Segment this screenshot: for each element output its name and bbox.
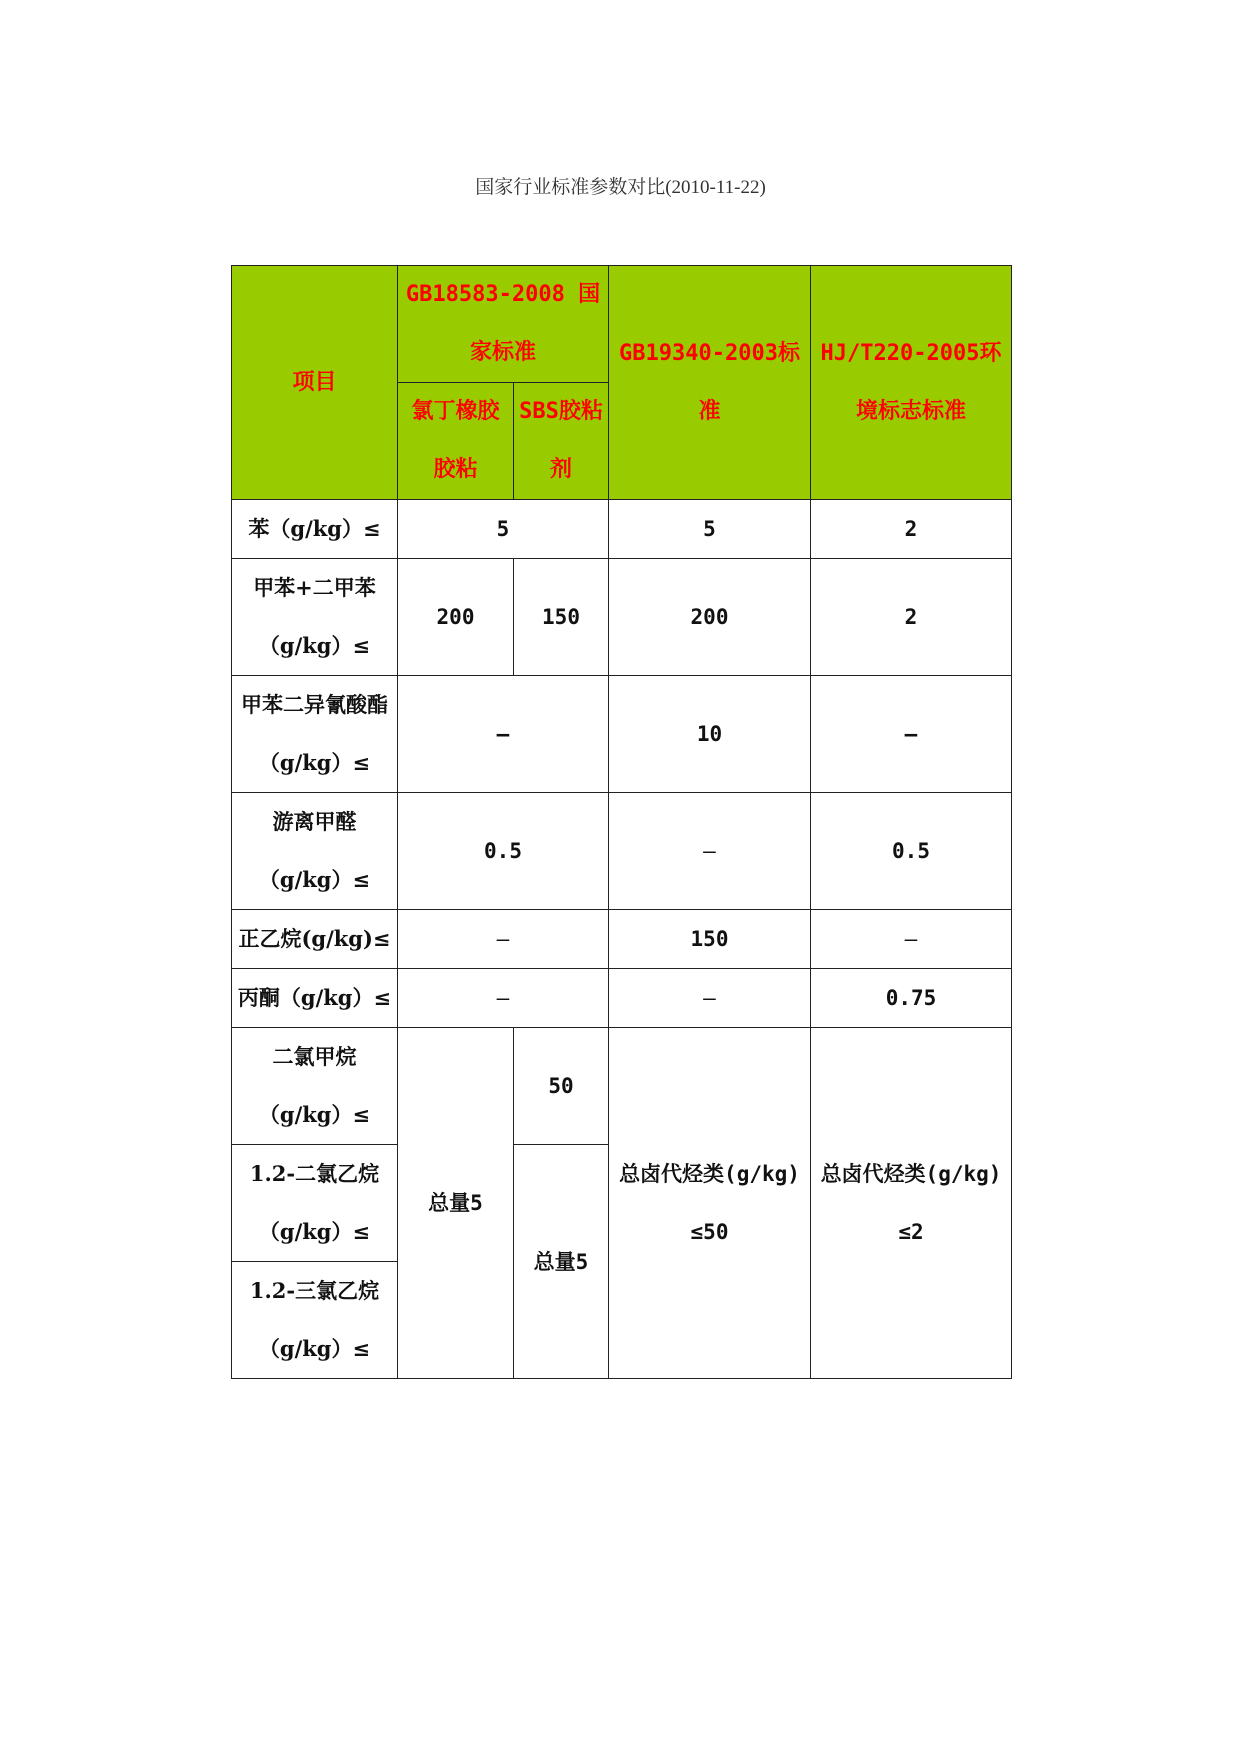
row-label-hexane: 正乙烷(g/kg)≤ xyxy=(232,910,398,969)
header-item: 项目 xyxy=(232,266,398,500)
cell-hexane-gb18583: — xyxy=(398,910,609,969)
standards-table xyxy=(231,265,1012,1379)
row-label-tce: 1.2-三氯乙烷（g/kg）≤ xyxy=(232,1262,398,1379)
table-row xyxy=(232,500,1012,559)
cell-toluene-gb19340: 200 xyxy=(609,559,811,676)
header-gb18583-sub2: SBS胶粘剂 xyxy=(514,383,609,500)
row-label-toluene: 甲苯+二甲苯（g/kg）≤ xyxy=(232,559,398,676)
cell-acetone-hjt220: 0.75 xyxy=(811,969,1012,1028)
cell-benzene-hjt220: 2 xyxy=(811,500,1012,559)
cell-tdi-hjt220: — xyxy=(811,676,1012,793)
header-gb18583-sub1: 氯丁橡胶胶粘 xyxy=(398,383,514,500)
cell-tdi-gb19340: 10 xyxy=(609,676,811,793)
cell-formaldehyde-hjt220: 0.5 xyxy=(811,793,1012,910)
row-label-tdi: 甲苯二异氰酸酯（g/kg）≤ xyxy=(232,676,398,793)
cell-formaldehyde-gb19340: — xyxy=(609,793,811,910)
row-label-acetone: 丙酮（g/kg）≤ xyxy=(232,969,398,1028)
row-label-benzene: 苯（g/kg）≤ xyxy=(232,500,398,559)
cell-acetone-gb19340: — xyxy=(609,969,811,1028)
cell-halo-gb19340: 总卤代烃类(g/kg) ≤50 xyxy=(609,1028,811,1379)
cell-benzene-gb19340: 5 xyxy=(609,500,811,559)
row-label-dce: 1.2-二氯乙烷（g/kg）≤ xyxy=(232,1145,398,1262)
row-label-dcm: 二氯甲烷（g/kg）≤ xyxy=(232,1028,398,1145)
table-row xyxy=(232,969,1012,1028)
table-row xyxy=(232,559,1012,676)
table-row xyxy=(232,793,1012,910)
table-row xyxy=(232,1028,1012,1145)
header-row xyxy=(232,266,1012,383)
cell-halo-gb18583-a: 总量5 xyxy=(398,1028,514,1379)
header-gb19340: GB19340-2003标准 xyxy=(609,266,811,500)
cell-dcm-gb18583-b: 50 xyxy=(514,1028,609,1145)
cell-halo-hjt220: 总卤代烃类(g/kg) ≤2 xyxy=(811,1028,1012,1379)
cell-toluene-hjt220: 2 xyxy=(811,559,1012,676)
cell-halo-gb18583-b: 总量5 xyxy=(514,1145,609,1379)
cell-toluene-gb18583-a: 200 xyxy=(398,559,514,676)
cell-hexane-hjt220: — xyxy=(811,910,1012,969)
page-title: 国家行业标准参数对比(2010-11-22) xyxy=(475,177,766,198)
table-row xyxy=(232,676,1012,793)
header-gb18583: GB18583-2008 国家标准 xyxy=(398,266,609,383)
cell-toluene-gb18583-b: 150 xyxy=(514,559,609,676)
row-label-formaldehyde: 游离甲醛（g/kg）≤ xyxy=(232,793,398,910)
cell-acetone-gb18583: — xyxy=(398,969,609,1028)
header-hjt220: HJ/T220-2005环境标志标准 xyxy=(811,266,1012,500)
cell-tdi-gb18583: — xyxy=(398,676,609,793)
cell-formaldehyde-gb18583: 0.5 xyxy=(398,793,609,910)
table-row xyxy=(232,910,1012,969)
cell-hexane-gb19340: 150 xyxy=(609,910,811,969)
cell-benzene-gb18583: 5 xyxy=(398,500,609,559)
